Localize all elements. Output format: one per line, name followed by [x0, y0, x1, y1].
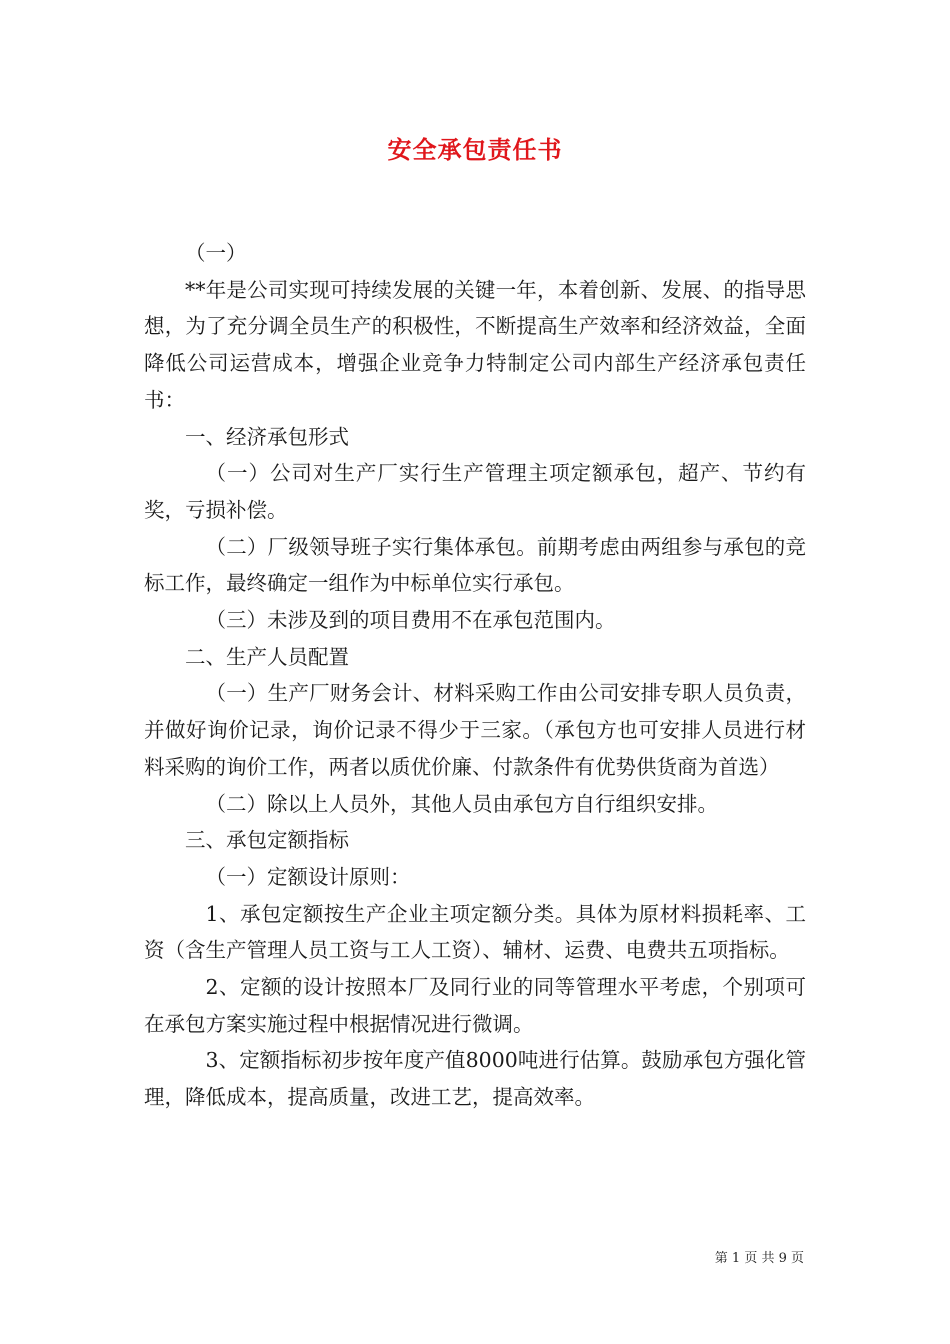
paragraph: （一） — [185, 241, 247, 265]
paragraph: 3、定额指标初步按年度产值8000吨进行估算。鼓励承包方强化管理，降低成本，提高质量，改进工艺，提高效率。 — [144, 1048, 806, 1110]
section-heading: 一、经济承包形式 — [185, 424, 349, 449]
paragraph: （三）未涉及到的项目费用不在承包范围内。 — [205, 608, 616, 633]
paragraph: 2、定额的设计按照本厂及同行业的同等管理水平考虑，个别项可在承包方案实施过程中根据情况进行微调。 — [144, 975, 806, 1036]
paragraph: （一）公司对生产厂实行生产管理主项定额承包，超产、节约有奖，亏损补偿。 — [144, 461, 806, 522]
page-title: 安全承包责任书 — [387, 135, 563, 164]
subsection-heading: （一）定额设计原则： — [205, 864, 411, 889]
section-heading: 二、生产人员配置 — [185, 644, 349, 669]
paragraph: （二）除以上人员外，其他人员由承包方自行组织安排。 — [205, 791, 718, 816]
paragraph: （二）厂级领导班子实行集体承包。前期考虑由两组参与承包的竞标工作，最终确定一组作为中标单位实行承包。 — [144, 534, 806, 596]
section-heading: 三、承包定额指标 — [185, 828, 349, 853]
paragraph: 1、承包定额按生产企业主项定额分类。具体为原材料损耗率、工资（含生产管理人员工资与工人工资）、辅材、运费、电费共五项指标。 — [144, 901, 806, 963]
page-number-footer: 第 1 页 共 9 页 — [714, 1251, 804, 1266]
document-body — [144, 235, 806, 1116]
paragraph: **年是公司实现可持续发展的关键一年，本着创新、发展、的指导思想，为了充分调全员生产的积极性，不断提高生产效率和经济效益，全面降低公司运营成本，增强企业竞争力特制定公司内部生产经济承包责任书： — [144, 277, 806, 412]
paragraph: （一）生产厂财务会计、材料采购工作由公司安排专职人员负责，并做好询价记录，询价记录不得少于三家。（承包方也可安排人员进行材料采购的询价工作，两者以质优价廉、付款条件有优势供货商为首选） — [144, 681, 806, 779]
